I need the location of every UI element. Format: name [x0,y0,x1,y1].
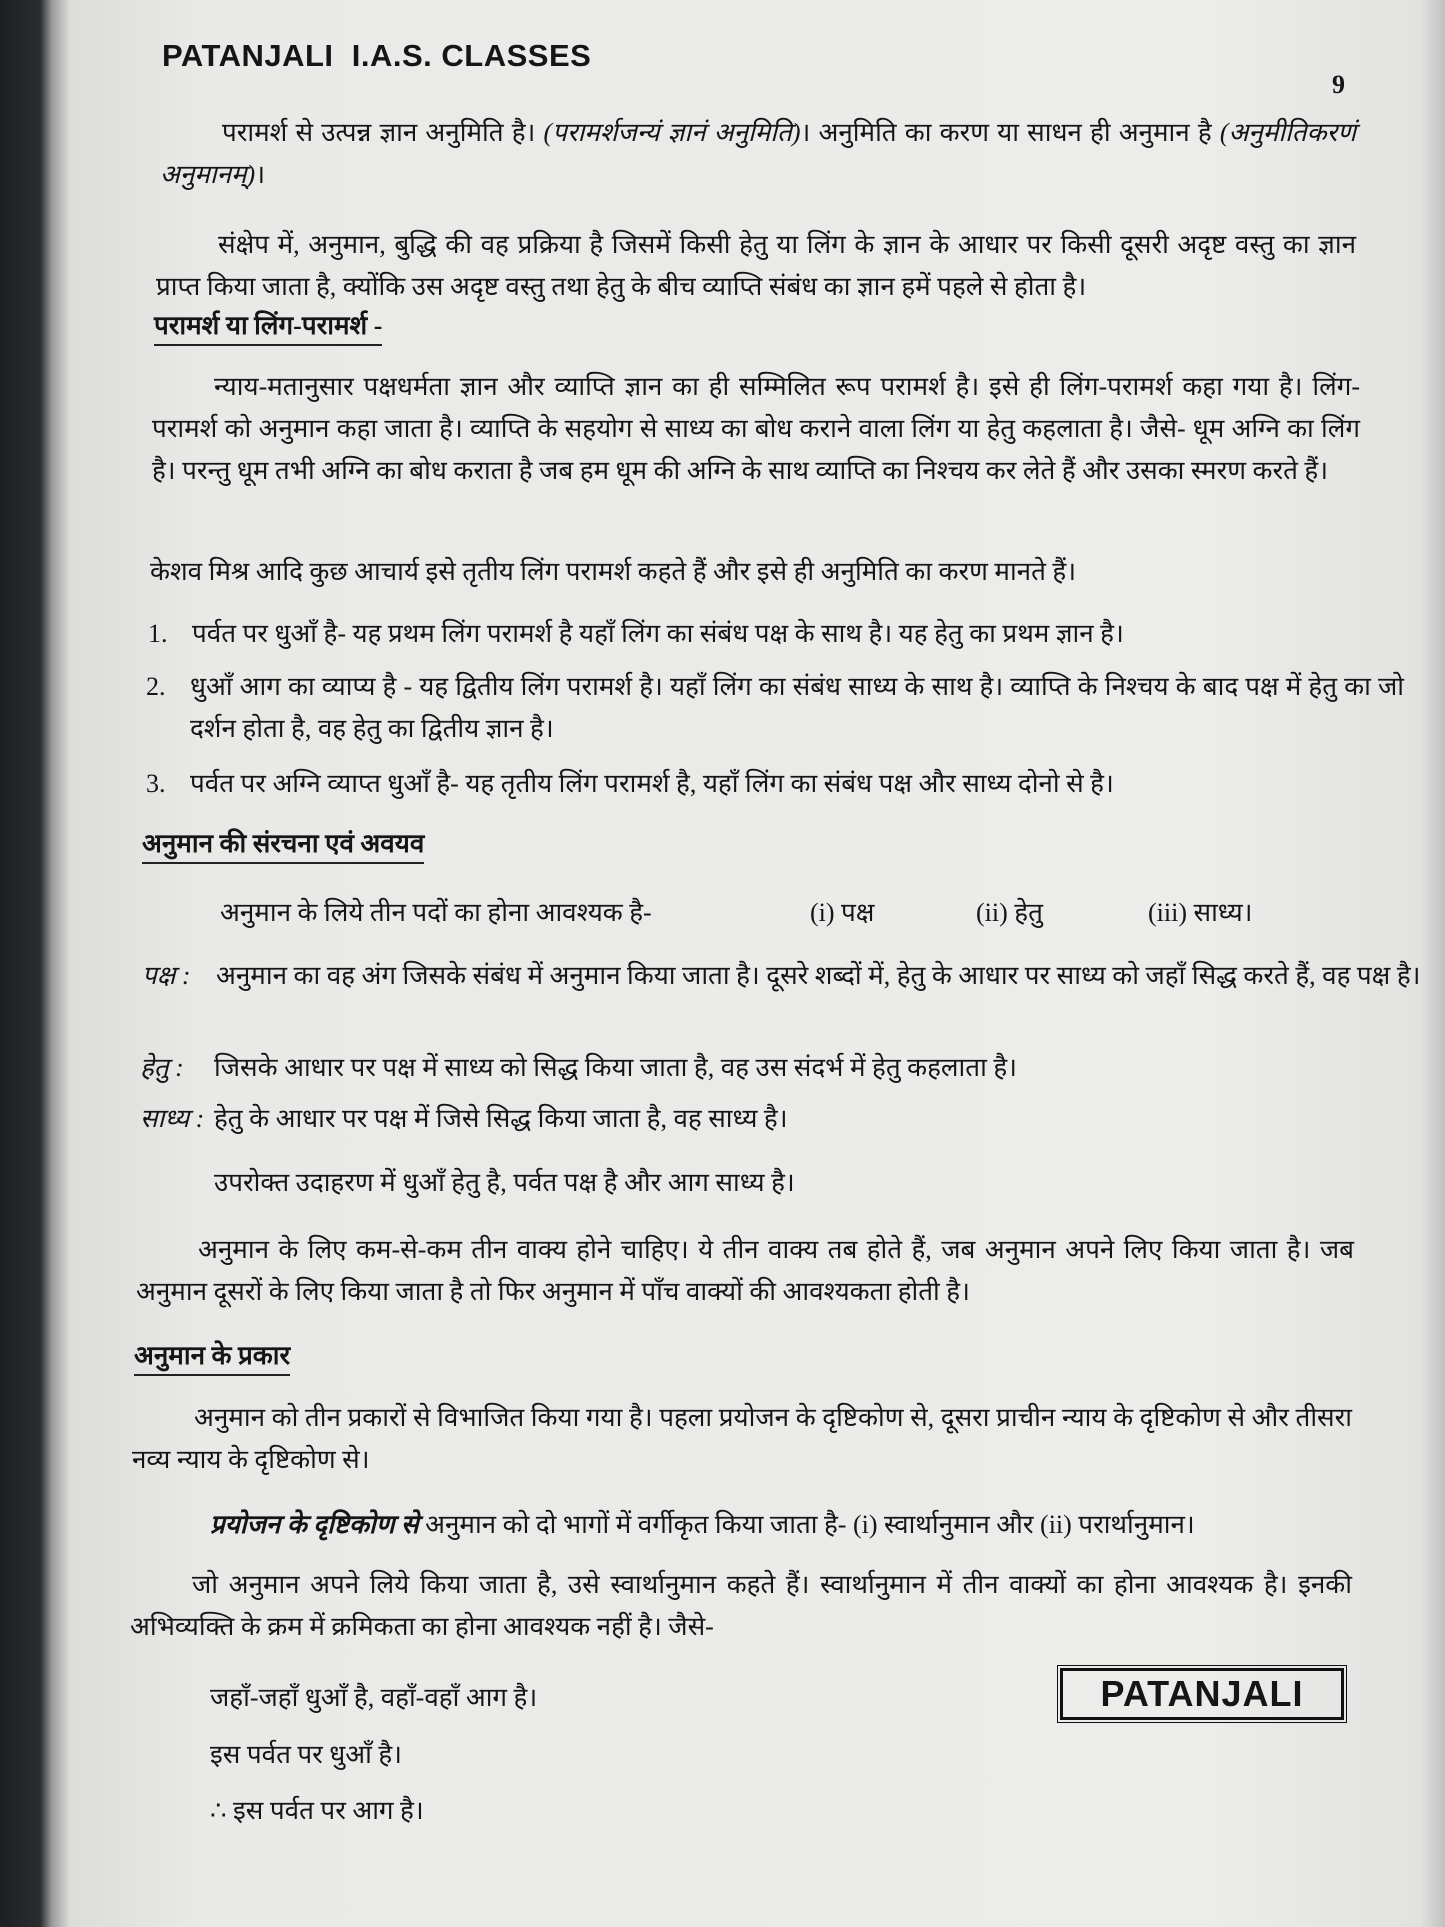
definition-term: साध्य : [140,1104,205,1133]
term-paksh: (i) पक्ष [810,898,875,927]
paragraph-anumiti [160,112,1356,196]
list-text: पर्वत पर धुआँ है- यह प्रथम लिंग परामर्श है यहाँ लिंग का संबंध पक्ष के साथ है। यह हेतु का प्रथम ज्ञान है। [192,619,1124,648]
paragraph-example: उपरोक्त उदाहरण में धुआँ हेतु है, पर्वत पक्ष है और आग साध्य है। [214,1168,795,1197]
paragraph-prayojan [148,1504,1356,1546]
patanjali-stamp: PATANJALI [1060,1668,1344,1720]
page-number: 9 [1332,70,1345,99]
definition-term: हेतु : [140,1053,184,1082]
definition-sadhya [140,1098,1434,1140]
section-heading-paramarsh: परामर्श या लिंग-परामर्श - [154,306,382,346]
list-item [146,666,1404,750]
list-text: धुआँ आग का व्याप्य है - यह द्वितीय लिंग परामर्श है। यहाँ लिंग का संबंध साध्य के साथ है। व्याप्ति के निश्चय के बाद पक्ष में हेतु का जो दर्शन होता है, वह हेतु का द्वितीय ज्ञान है। [190,672,1404,743]
paragraph-sentences: अनुमान के लिए कम-से-कम तीन वाक्य होने चाहिए। ये तीन वाक्य तब होते हैं, जब अनुमान अपने लिए किया जाता है। जब अनुमान दूसरों के लिए किया जाता है तो फिर अनुमान में पाँच वाक्यों की आवश्यकता होती है। [136,1235,1354,1306]
section-heading-types: अनुमान के प्रकार [134,1336,290,1376]
definition-text: जिसके आधार पर पक्ष में साध्य को सिद्ध किया जाता है, वह उस संदर्भ में हेतु कहलाता है। [214,1053,1017,1082]
list-number: 1. [148,619,168,648]
list-number: 2. [146,672,166,701]
term-hetu: (ii) हेतु [976,898,1043,927]
list-item [146,763,1404,805]
paragraph-keshav: केशव मिश्र आदि कुछ आचार्य इसे तृतीय लिंग परामर्श कहते हैं और इसे ही अनुमिति का करण मानते हैं। [150,557,1077,586]
paragraph-types: अनुमान को तीन प्रकारों से विभाजित किया गया है। पहला प्रयोजन के दृष्टिकोण से, दूसरा प्राचीन न्याय के दृष्टिकोण से और तीसरा नव्य न्याय के दृष्टिकोण से। [132,1403,1352,1474]
page-header-title: PATANJALI I.A.S. CLASSES [162,38,592,73]
emphasis-text: प्रयोजन के दृष्टिकोण से [210,1510,419,1539]
term-sadhya: (iii) साध्य। [1148,898,1253,927]
text: । [255,160,266,189]
text: अनुमान को दो भागों में वर्गीकृत किया जाता है- (i) स्वार्थानुमान और (ii) परार्थानुमान। [418,1510,1195,1539]
definition-term: पक्ष : [142,961,191,990]
paragraph-summary: संक्षेप में, अनुमान, बुद्धि की वह प्रक्रिया है जिसमें किसी हेतु या लिंग के ज्ञान के आधार पर किसी दूसरी अदृष्ट वस्तु का ज्ञान प्राप्त किया जाता है, क्योंकि उस अदृष्ट वस्तु तथा हेतु के बीच व्याप्ति संबंध का ज्ञान हमें पहले से होता है। [156,230,1356,301]
example-line: जहाँ-जहाँ धुआँ है, वहाँ-वहाँ आग है। [210,1683,538,1712]
list-text: पर्वत पर अग्नि व्याप्त धुआँ है- यह तृतीय लिंग परामर्श है, यहाँ लिंग का संबंध पक्ष और साध्य दोनो से है। [190,769,1114,798]
paragraph-paramarsh: न्याय-मतानुसार पक्षधर्मता ज्ञान और व्याप्ति ज्ञान का ही सम्मिलित रूप परामर्श है। इसे ही लिंग-परामर्श कहा गया है। लिंग-परामर्श को अनुमान कहा जाता है। व्याप्ति के सहयोग से साध्य का बोध कराने वाला लिंग या हेतु कहलाता है। जैसे- धूम अग्नि का लिंग है। परन्तु धूम तभी अग्नि का बोध कराता है जब हम धूम की अग्नि के साथ व्याप्ति का निश्चय कर लेते हैं और उसका स्मरण करते हैं। [152,372,1360,485]
definition-hetu [140,1047,1434,1089]
definition-paksh [142,955,1434,997]
list-item [148,613,1404,655]
example-line: इस पर्वत पर धुआँ है। [210,1740,403,1769]
sanskrit-quote: (अनुमीतिकरणं अनुमानम्) [160,118,1357,189]
text: । अनुमिति का करण या साधन ही अनुमान है [800,118,1220,147]
text: परामर्श से उत्पन्न ज्ञान अनुमिति है। [222,118,544,147]
sanskrit-quote: (परामर्शजन्यं ज्ञानं अनुमिति) [543,118,801,147]
list-number: 3. [146,769,166,798]
definition-text: हेतु के आधार पर पक्ष में जिसे सिद्ध किया जाता है, वह साध्य है। [214,1104,788,1133]
section-heading-structure: अनुमान की संरचना एवं अवयव [142,824,424,864]
three-terms-line [220,892,1340,934]
intro-text: अनुमान के लिये तीन पदों का होना आवश्यक है- [220,898,652,927]
definition-text: अनुमान का वह अंग जिसके संबंध में अनुमान किया जाता है। दूसरे शब्दों में, हेतु के आधार पर साध्य को जहाँ सिद्ध करते हैं, वह पक्ष है। [216,961,1421,990]
example-line: ∴ इस पर्वत पर आग है। [210,1796,424,1825]
paragraph-swarthanuman: जो अनुमान अपने लिये किया जाता है, उसे स्वार्थानुमान कहते हैं। स्वार्थानुमान में तीन वाक्यों का होना आवश्यक है। इनकी अभिव्यक्ति के क्रम में क्रमिकता का होना आवश्यक नहीं है। जैसे- [130,1570,1352,1641]
